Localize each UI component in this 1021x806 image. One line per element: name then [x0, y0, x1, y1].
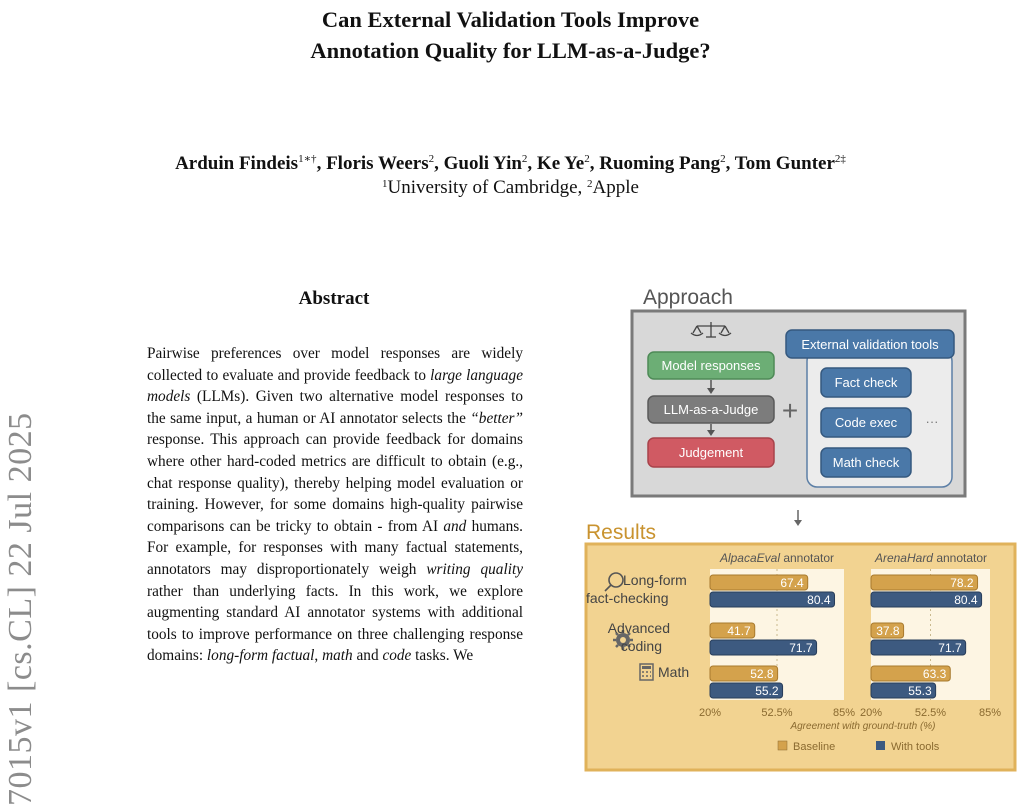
- abstract-heading: Abstract: [298, 288, 370, 309]
- author-affil-marker: 2: [584, 153, 590, 165]
- plus-sign: +: [781, 395, 799, 426]
- tools-bar-label: 80.4: [807, 593, 831, 607]
- abstract-text: response. This approach can provide feedback for domains where other hard-coded metrics are difficult to obtain (e.g., chat response quality), thereby helping model evaluation or training. However, for some domains high-quality pairwise comparisons can be tricky to obtain - from AI: [147, 431, 523, 535]
- x-tick-label: 52.5%: [914, 707, 947, 719]
- author-affil-marker: 1∗†: [298, 153, 317, 165]
- category-2-line2: coding: [620, 638, 662, 654]
- x-tick-label: 85%: [978, 707, 1002, 719]
- abstract-text: (LLMs). Given two alternative model responses to the same input, a human or AI annotator selects the: [147, 388, 523, 427]
- affiliation-marker: 2: [587, 178, 593, 190]
- x-tick-label: 52.5%: [761, 707, 793, 719]
- abstract-body: [147, 343, 523, 667]
- abstract-emphasis: code: [382, 647, 412, 665]
- panel-2-title: [874, 551, 987, 565]
- panel-2-title-rest: annotator: [932, 551, 988, 565]
- affiliation-marker: 1: [382, 178, 388, 190]
- abstract-emphasis: and: [443, 517, 467, 535]
- tools-bar-label: 55.3: [908, 684, 932, 698]
- x-axis-label: Agreement with ground-truth (%): [790, 721, 936, 732]
- author-name: Ke Ye: [536, 153, 585, 174]
- tools-bar-label: 80.4: [954, 593, 978, 607]
- code-exec-label: Code exec: [834, 415, 898, 430]
- author-affil-marker: 2: [521, 153, 528, 165]
- x-tick-label: 85%: [832, 707, 856, 719]
- fact-check-label: Fact check: [834, 375, 898, 390]
- author-block: [0, 152, 1021, 200]
- judgement-label: Judgement: [678, 445, 744, 460]
- category-3-label: Math: [658, 664, 690, 680]
- baseline-bar-label: 78.2: [950, 576, 974, 590]
- down-arrow-head: [794, 520, 802, 526]
- baseline-bar-label: 67.4: [780, 576, 804, 590]
- baseline-bar-label: 37.8: [876, 624, 900, 638]
- baseline-bar-label: 41.7: [727, 624, 751, 638]
- abstract-emphasis: long-form factual: [206, 647, 315, 665]
- legend-tools-swatch: [876, 741, 885, 750]
- tools-bar-label: 71.7: [938, 641, 962, 655]
- tools-bar-label: 55.2: [755, 684, 779, 698]
- abstract-text: and: [352, 647, 383, 665]
- arxiv-sidebar-stamp: 7015v1 [cs.CL] 22 Jul 2025: [2, 412, 39, 806]
- legend-baseline-label: Baseline: [793, 741, 836, 753]
- legend-tools-label: With tools: [891, 741, 940, 753]
- abstract-text: Pairwise preferences over model responses are widely collected to evaluate and provide feedback to: [147, 345, 523, 384]
- abstract-text: humans. For example, for responses with many factual statements, annotators may disproportionately weigh: [147, 517, 523, 578]
- paper-title: [0, 4, 1021, 66]
- abstract-emphasis: math: [322, 647, 353, 665]
- abstract-emphasis: “better”: [470, 409, 523, 427]
- overview-figure: [580, 282, 1017, 782]
- legend-baseline-swatch: [778, 741, 787, 750]
- author-name: Tom Gunter: [734, 153, 835, 174]
- panel-2-title-italic: ArenaHard: [874, 551, 933, 565]
- baseline-bar-label: 63.3: [922, 667, 947, 681]
- abstract-emphasis: large language models: [147, 366, 523, 406]
- author-name: Ruoming Pang: [599, 153, 721, 174]
- model-responses-label: Model responses: [661, 358, 761, 373]
- x-tick-label: 20%: [859, 707, 883, 719]
- affiliation-name: University of Cambridge: [387, 177, 578, 198]
- abstract-text: ,: [314, 647, 323, 665]
- abstract-text: tasks. We: [411, 647, 474, 665]
- results-label: Results: [586, 521, 657, 544]
- affiliation-name: Apple: [592, 177, 639, 198]
- math-check-label: Math check: [832, 455, 900, 470]
- figure-canvas: [580, 282, 1017, 782]
- author-affil-marker: 2‡: [834, 153, 846, 165]
- title-line-1: Can External Validation Tools Improve: [321, 7, 700, 32]
- category-1-line1: Long-form: [623, 572, 687, 588]
- llm-judge-label: LLM-as-a-Judge: [663, 402, 759, 417]
- abstract-emphasis: writing quality: [426, 560, 523, 578]
- title-line-2: Annotation Quality for LLM-as-a-Judge?: [310, 38, 711, 63]
- author-list: Arduin Findeis$^{1∗\dagger}$, Floris Weers$^2$, Guoli Yin$^2$, Ke Ye$^2$, Ruoming Pang$^2$, Tom Gunter$^{2\ddagger}$: [175, 153, 846, 174]
- abstract-text: rather than underlying facts. In this work, we explore augmenting standard AI annotator systems with additional tools to improve performance on three challenging response domains:: [147, 582, 523, 665]
- category-1-line2: fact-checking: [586, 590, 669, 606]
- panel-1-title-rest: annotator: [780, 551, 835, 565]
- panel-1-title-italic: AlpacaEval: [719, 551, 780, 565]
- tools-bar-label: 71.7: [789, 641, 813, 655]
- author-affil-marker: 2: [720, 153, 726, 165]
- affiliation-list: $^1$University of Cambridge, $^2$Apple: [382, 177, 639, 198]
- x-tick-label: 20%: [698, 707, 722, 719]
- tools-ellipsis: ···: [925, 414, 939, 429]
- author-name: Arduin Findeis: [175, 153, 299, 174]
- baseline-bar-label: 52.8: [750, 667, 774, 681]
- author-affil-marker: 2: [428, 153, 435, 165]
- tools-header-label: External validation tools: [801, 337, 939, 352]
- panel-1-title: [719, 551, 834, 565]
- category-2-line1: Advanced: [607, 620, 670, 636]
- author-name: Floris Weers: [326, 153, 429, 174]
- approach-label: Approach: [643, 286, 733, 309]
- author-name: Guoli Yin: [443, 153, 522, 174]
